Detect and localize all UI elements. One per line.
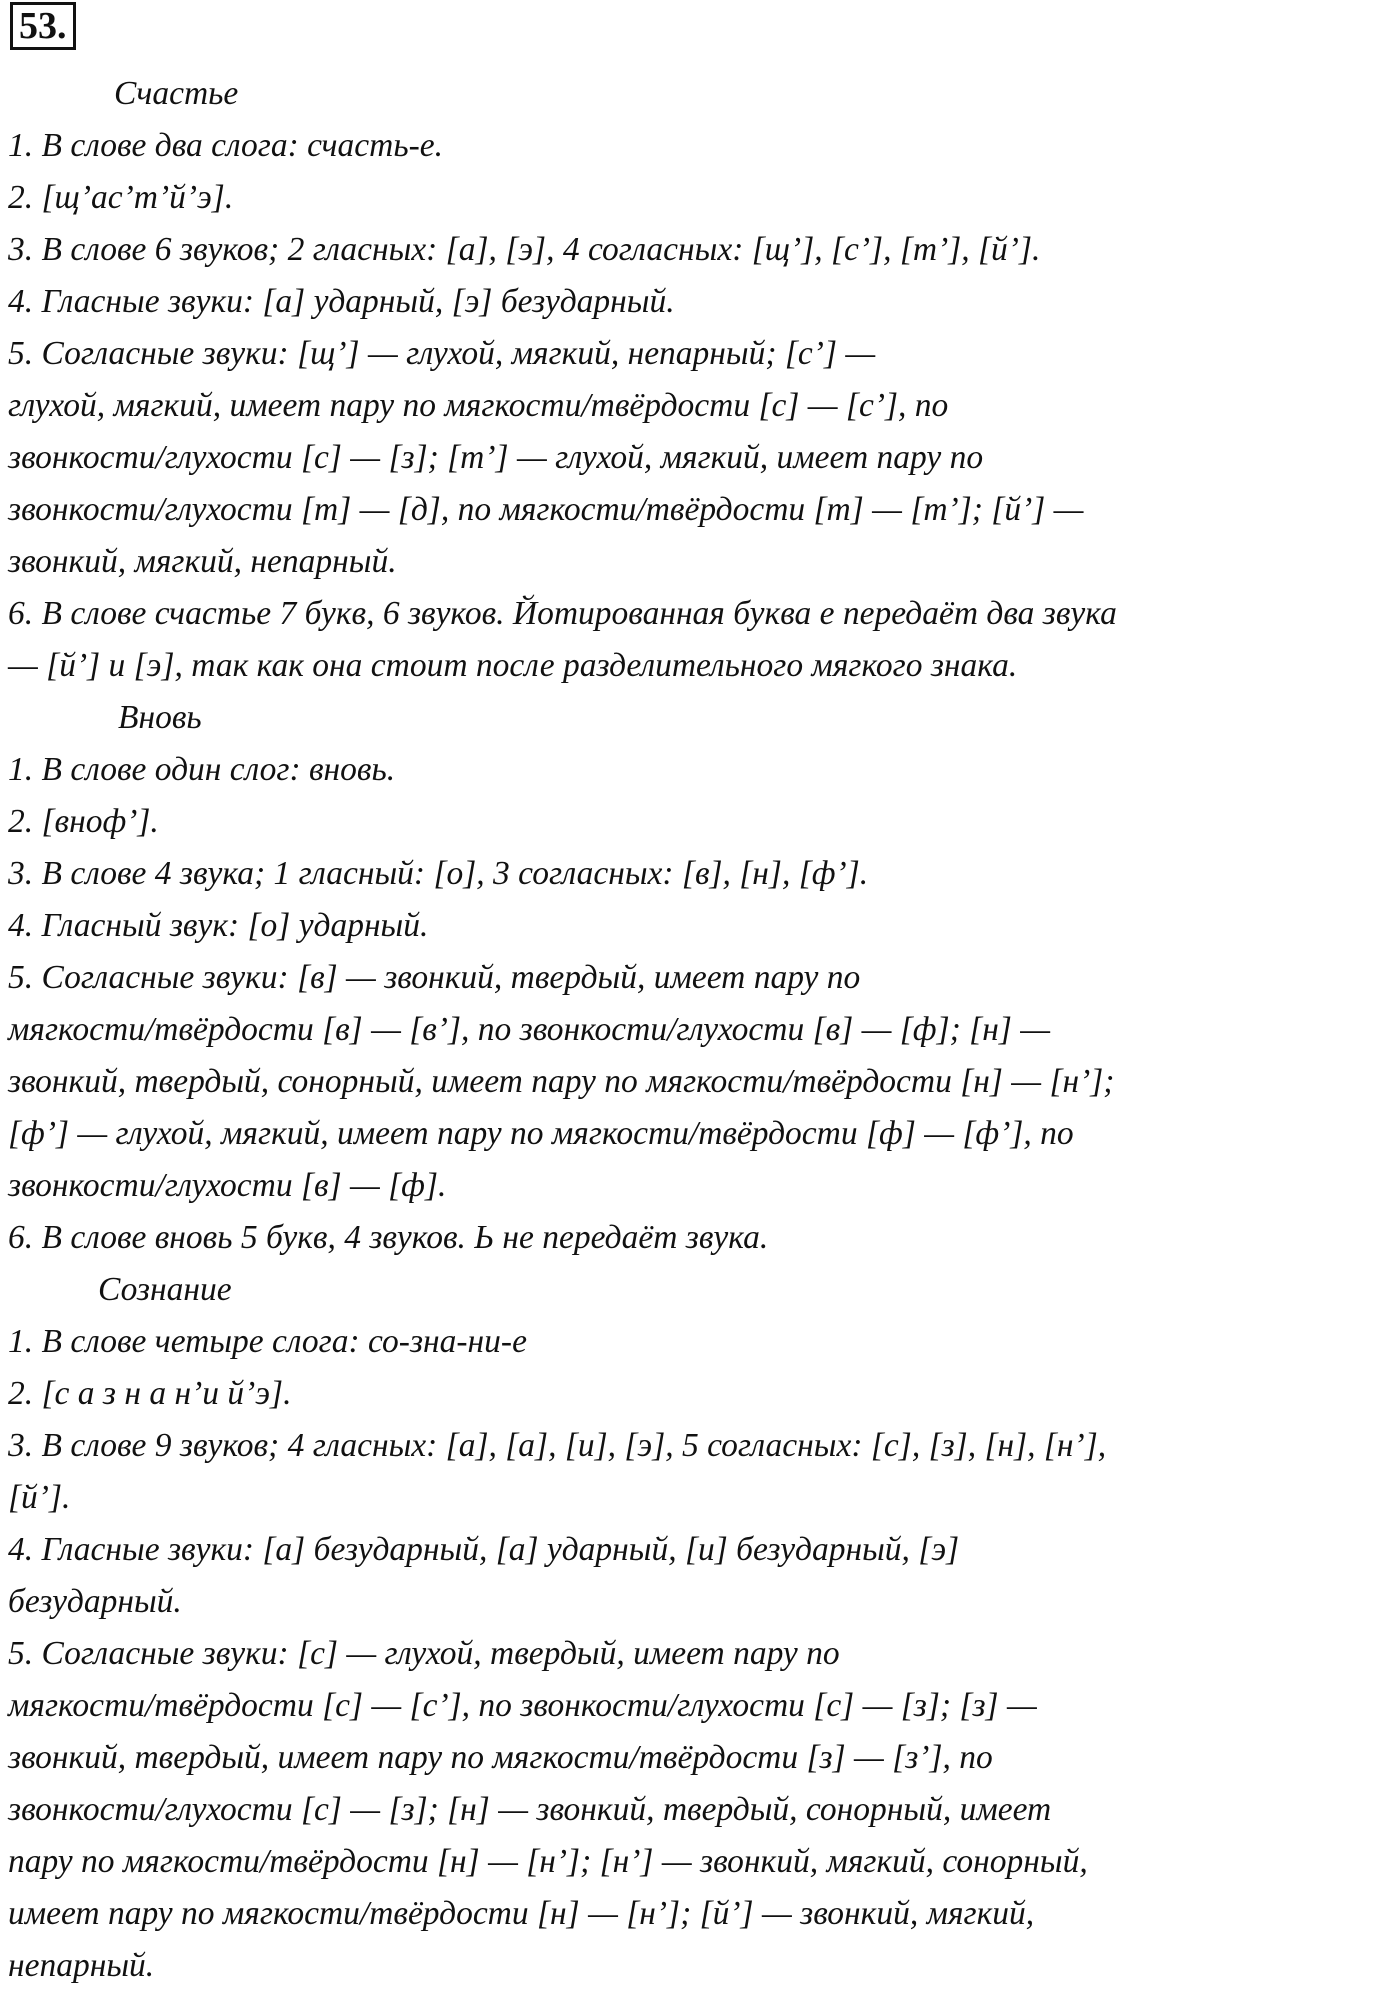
text-line: звонкий, мягкий, непарный. [8,543,397,580]
text-line: 5. Согласные звуки: [с] — глухой, твердый, имеет пару по [8,1635,840,1672]
text-line: 1. В слове один слог: вновь. [8,751,396,788]
text-line: 5. Согласные звуки: [щ’] — глухой, мягкий, непарный; [с’] — [8,335,876,372]
text-line: 3. В слове 9 звуков; 4 гласных: [а], [а], [и], [э], 5 согласных: [с], [з], [н], [н’], [8,1427,1107,1464]
text-line: 6. В слове счастье 7 букв, 6 звуков. Йотированная буква е передаёт два звука [8,595,1117,632]
text-line: глухой, мягкий, имеет пару по мягкости/твёрдости [с] — [с’], по [8,387,949,424]
text-line: 5. Согласные звуки: [в] — звонкий, твердый, имеет пару по [8,959,861,996]
text-line: — [й’] и [э], так как она стоит после разделительного мягкого знака. [8,647,1018,684]
text-line: мягкости/твёрдости [в] — [в’], по звонкости/глухости [в] — [ф]; [н] — [8,1011,1051,1048]
text-line: звонкий, твердый, имеет пару по мягкости/твёрдости [з] — [з’], по [8,1739,993,1776]
text-line: [ф’] — глухой, мягкий, имеет пару по мягкости/твёрдости [ф] — [ф’], по [8,1115,1074,1152]
text-line: 1. В слове четыре слога: со-зна-ни-е [8,1323,527,1360]
text-line: 2. [вноф’]. [8,803,159,840]
text-line: имеет пару по мягкости/твёрдости [н] — [н’]; [й’] — звонкий, мягкий, [8,1895,1035,1932]
text-line: 1. В слове два слога: счасть-е. [8,127,443,164]
text-line: 2. [с а з н а н’и й’э]. [8,1375,292,1412]
document-body [8,68,1392,1992]
text-line: звонкости/глухости [с] — [з]; [т’] — глухой, мягкий, имеет пару по [8,439,984,476]
text-line: [й’]. [8,1479,71,1516]
text-line: 4. Гласный звук: [о] ударный. [8,907,429,944]
text-line: безударный. [8,1583,182,1620]
section-title-schastye: Счастье [114,75,239,112]
text-line: непарный. [8,1947,155,1984]
exercise-number: 53. [10,2,76,50]
text-line: 3. В слове 6 звуков; 2 гласных: [а], [э], 4 согласных: [щ’], [с’], [т’], [й’]. [8,231,1041,268]
text-line: звонкости/глухости [т] — [д], по мягкости/твёрдости [т] — [т’]; [й’] — [8,491,1084,528]
text-line: пару по мягкости/твёрдости [н] — [н’]; [н’] — звонкий, мягкий, сонорный, [8,1843,1088,1880]
section-title-soznanie: Сознание [98,1271,232,1308]
text-line: 4. Гласные звуки: [а] безударный, [а] ударный, [и] безударный, [э] [8,1531,960,1568]
text-line: звонкий, твердый, сонорный, имеет пару по мягкости/твёрдости [н] — [н’]; [8,1063,1115,1100]
text-line: 6. В слове вновь 5 букв, 4 звуков. Ь не передаёт звука. [8,1219,769,1256]
text-line: 3. В слове 4 звука; 1 гласный: [о], 3 согласных: [в], [н], [ф’]. [8,855,869,892]
text-line: мягкости/твёрдости [с] — [с’], по звонкости/глухости [с] — [з]; [з] — [8,1687,1037,1724]
text-line: 4. Гласные звуки: [а] ударный, [э] безударный. [8,283,675,320]
text-line: звонкости/глухости [в] — [ф]. [8,1167,447,1204]
text-line: звонкости/глухости [с] — [з]; [н] — звонкий, твердый, сонорный, имеет [8,1791,1052,1828]
text-line: 2. [щ’ас’т’й’э]. [8,179,234,216]
section-title-vnov: Вновь [118,699,202,736]
